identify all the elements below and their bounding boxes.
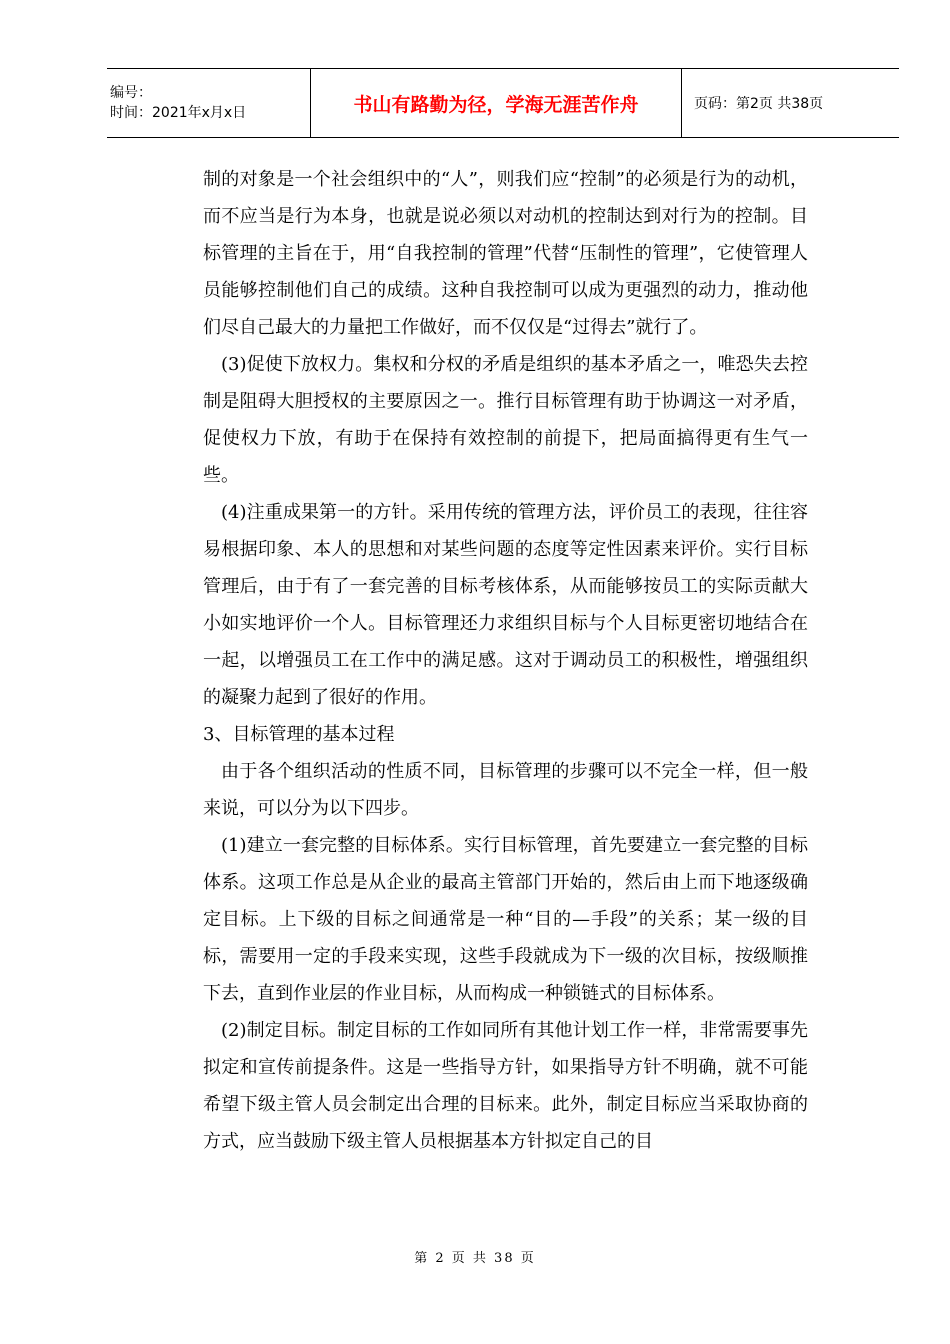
paragraph: (2)制定目标。制定目标的工作如同所有其他计划工作一样，非常需要事先拟定和宣传前提条件。这是一些指导方针，如果指导方针不明确，就不可能希望下级主管人员会制定出合理的目标来。此外，制定目标应当采取协商的方式，应当鼓励下级主管人员根据基本方针拟定自己的目: [203, 1020, 808, 1152]
paragraph: 制的对象是一个社会组织中的“人”，则我们应“控制”的必须是行为的动机，而不应当是行为本身，也就是说必须以对动机的控制达到对行为的控制。目标管理的主旨在于，用“自我控制的管理”代替“压制性的管理”，它使管理人员能够控制他们自己的成绩。这种自我控制可以成为更强烈的动力，推动他们尽自己最大的力量把工作做好，而不仅仅是“过得去”就行了。: [203, 169, 808, 338]
header-page-info: 页码：第2页 共38页: [694, 96, 824, 112]
header-motto: 书山有路勤为径，学海无涯苦作舟: [310, 69, 682, 137]
document-body: [203, 161, 808, 1160]
time-label: 时间：2021年x月x日: [110, 105, 247, 121]
paragraph: (1)建立一套完整的目标体系。实行目标管理，首先要建立一套完整的目标体系。这项工作总是从企业的最高主管部门开始的，然后由上而下地逐级确定目标。上下级的目标之间通常是一种“目的—手段”的关系；某一级的目标，需要用一定的手段来实现，这些手段就成为下一级的次目标，按级顺推下去，直到作业层的作业目标，从而构成一种锁链式的目标体系。: [203, 835, 808, 1004]
page-footer: 第 2 页 共 38 页: [414, 1251, 536, 1266]
paragraph: (3)促使下放权力。集权和分权的矛盾是组织的基本矛盾之一，唯恐失去控制是阻碍大胆授权的主要原因之一。推行目标管理有助于协调这一对矛盾，促使权力下放，有助于在保持有效控制的前提下，把局面搞得更有生气一些。: [203, 354, 808, 486]
paragraph: (4)注重成果第一的方针。采用传统的管理方法，评价员工的表现，往往容易根据印象、本人的思想和对某些问题的态度等定性因素来评价。实行目标管理后，由于有了一套完善的目标考核体系，从而能够按员工的实际贡献大小如实地评价一个人。目标管理还力求组织目标与个人目标更密切地结合在一起，以增强员工在工作中的满足感。这对于调动员工的积极性，增强组织的凝聚力起到了很好的作用。: [203, 502, 808, 708]
serial-number-label: 编号：: [110, 85, 152, 101]
paragraph: 由于各个组织活动的性质不同，目标管理的步骤可以不完全一样，但一般来说，可以分为以下四步。: [203, 761, 808, 819]
header-meta: [107, 69, 310, 137]
section-heading: 3、目标管理的基本过程: [203, 724, 395, 745]
header-table: [107, 68, 899, 138]
